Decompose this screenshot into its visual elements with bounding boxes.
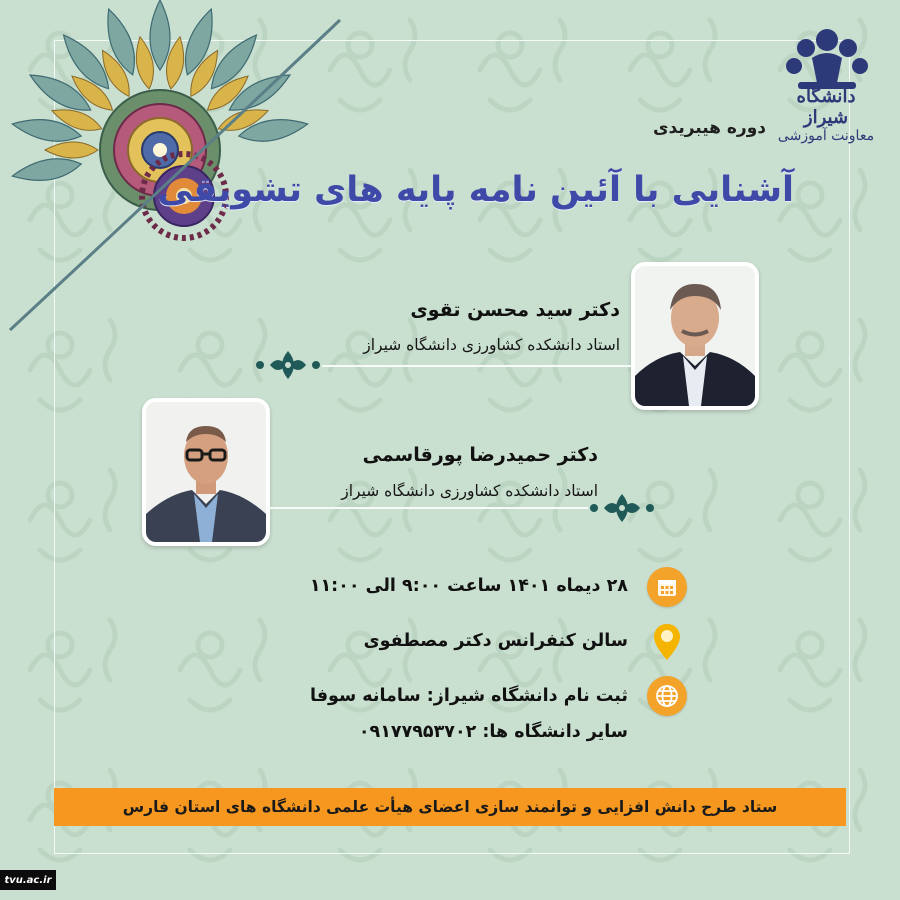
registration-shiraz: ثبت نام دانشگاه شیراز: سامانه سوفا bbox=[310, 686, 628, 706]
speaker-affiliation-2: استاد دانشکده کشاورزی دانشگاه شیراز bbox=[341, 482, 598, 500]
speaker-affiliation-1: استاد دانشکده کشاورزی دانشگاه شیراز bbox=[363, 336, 620, 354]
department-name: معاونت آموزشی bbox=[777, 128, 875, 144]
course-type: دوره هیبریدی bbox=[652, 118, 766, 138]
divider-line-2 bbox=[268, 507, 588, 509]
calendar-icon bbox=[647, 567, 687, 607]
ornament-icon bbox=[250, 347, 326, 383]
location-pin-icon bbox=[647, 622, 687, 662]
site-tag[interactable]: tvu.ac.ir bbox=[0, 870, 56, 890]
divider-line-1 bbox=[322, 365, 632, 367]
organizer-text: ستاد طرح دانش افزایی و توانمند سازی اعضای هیأت علمی دانشگاه های استان فارس bbox=[122, 798, 778, 816]
organizer-banner bbox=[54, 788, 846, 826]
globe-icon bbox=[647, 676, 687, 716]
speaker-name-2: دکتر حمیدرضا پورقاسمی bbox=[362, 444, 598, 466]
speaker-name-1: دکتر سید محسن تقوی bbox=[410, 299, 620, 321]
course-title: آشنایی با آئین نامه پایه های تشویقی bbox=[157, 170, 794, 210]
speaker-photo-1 bbox=[631, 262, 759, 410]
ornament-icon bbox=[584, 490, 660, 526]
event-location: سالن کنفرانس دکتر مصطفوی bbox=[363, 631, 628, 651]
speaker-photo-2 bbox=[142, 398, 270, 546]
event-date-time: ۲۸ دیماه ۱۴۰۱ ساعت ۹:۰۰ الی ۱۱:۰۰ bbox=[309, 576, 628, 596]
university-name: دانشگاه شیراز bbox=[796, 86, 856, 128]
registration-others: سایر دانشگاه ها: ۰۹۱۷۷۹۵۳۷۰۲ bbox=[358, 722, 628, 742]
